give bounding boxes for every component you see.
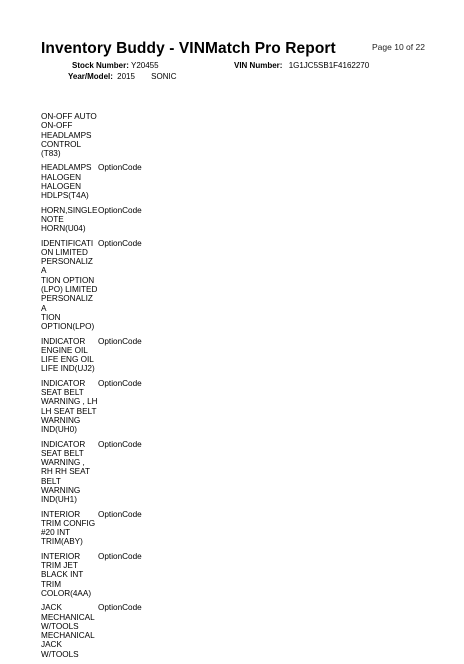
vin-number-value: 1G1JC5SB1F4162270 xyxy=(288,61,370,70)
vin-number xyxy=(234,61,369,70)
list-item xyxy=(41,510,241,552)
list-item xyxy=(41,239,241,337)
option-name: INTERIOR TRIM JET BLACK INT TRIM COLOR(4AA) xyxy=(41,551,92,598)
option-name: IDENTIFICATI ON LIMITED PERSONALIZA TION OPTION (LPO) LIMITED PERSONALIZA TION OPTION(LPO) xyxy=(41,238,98,332)
option-code: OptionCode xyxy=(98,439,142,449)
list-item xyxy=(41,206,241,239)
list-item xyxy=(41,163,241,205)
model-value: SONIC xyxy=(151,72,177,81)
option-list xyxy=(41,112,241,664)
option-code: OptionCode xyxy=(98,603,142,613)
stock-number xyxy=(72,61,159,70)
option-code: OptionCode xyxy=(98,238,142,248)
option-name: INTERIOR TRIM CONFIG #20 INT TRIM(ABY) xyxy=(41,509,96,547)
year-value: 2015 xyxy=(117,72,135,81)
option-name: HEADLAMPS HALOGEN HALOGEN HDLPS(T4A) xyxy=(41,163,92,201)
list-item xyxy=(41,379,241,440)
option-code: OptionCode xyxy=(98,205,142,215)
list-item xyxy=(41,440,241,510)
option-code: OptionCode xyxy=(98,163,142,173)
report-title: Inventory Buddy - VINMatch Pro Report xyxy=(41,40,336,57)
year-model xyxy=(68,72,177,81)
list-item xyxy=(41,603,241,664)
option-code: OptionCode xyxy=(98,378,142,388)
option-name: INDICATOR SEAT BELT WARNING , LH LH SEAT BELT WARNING IND(UH0) xyxy=(41,378,98,435)
list-item xyxy=(41,337,241,379)
option-name: ON-OFF AUTO ON-OFF HEADLAMPS CONTROL (T83) xyxy=(41,112,97,159)
option-code: OptionCode xyxy=(98,336,142,346)
stock-number-label: Stock Number: xyxy=(72,61,129,70)
option-name: JACK MECHANICAL W/TOOLS MECHANICAL JACK W/TOOLS xyxy=(41,603,95,659)
option-code: OptionCode xyxy=(98,551,142,561)
option-name: HORN,SINGLE NOTE HORN(U04) xyxy=(41,205,98,234)
option-name: INDICATOR ENGINE OIL LIFE ENG OIL LIFE IND(UJ2) xyxy=(41,336,95,374)
year-model-label: Year/Model: xyxy=(68,72,113,81)
stock-number-value: Y20455 xyxy=(130,61,159,70)
list-item xyxy=(41,112,241,163)
option-name: INDICATOR SEAT BELT WARNING , RH RH SEAT BELT WARNING IND(UH1) xyxy=(41,439,90,505)
option-code: OptionCode xyxy=(98,509,142,519)
page-number: Page 10 of 22 xyxy=(372,42,425,52)
list-item xyxy=(41,552,241,603)
vin-number-label: VIN Number: xyxy=(234,61,283,70)
